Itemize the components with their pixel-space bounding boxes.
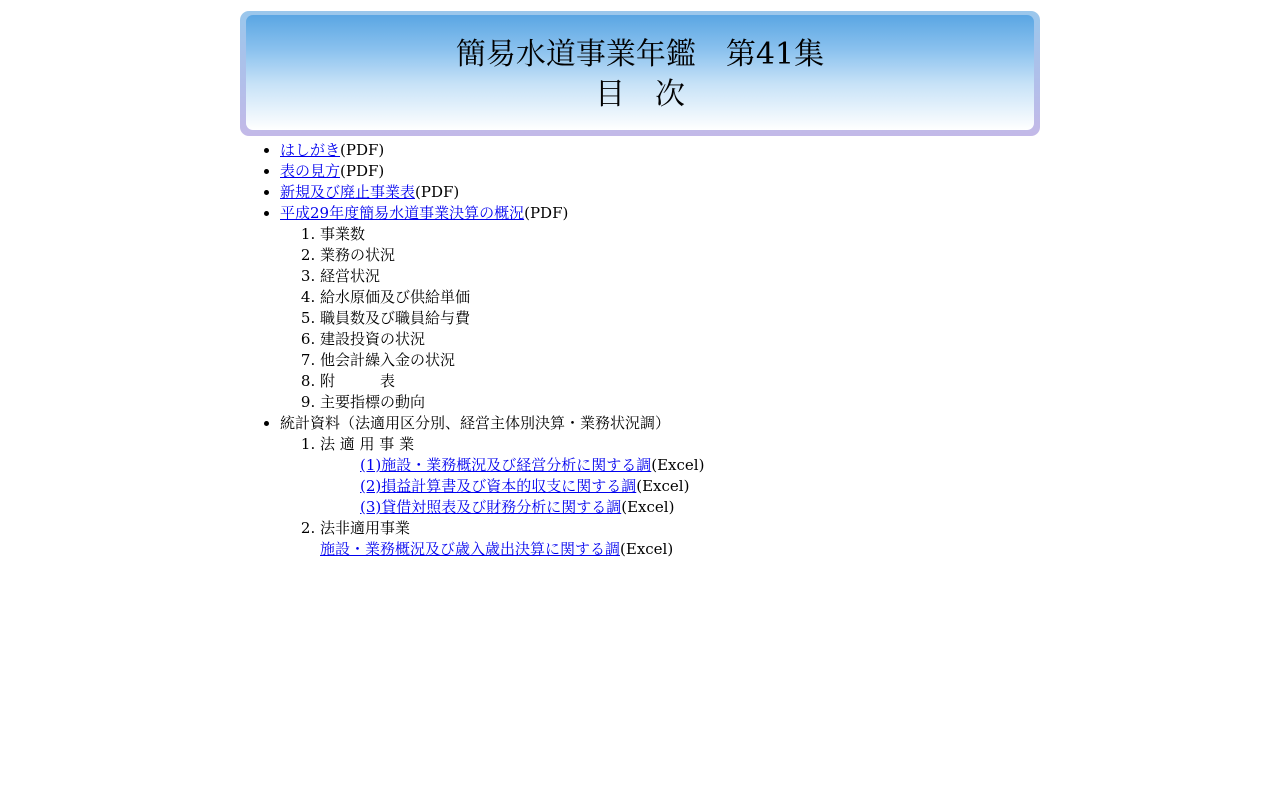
page-title: 簡易水道事業年鑑 第41集 bbox=[455, 37, 825, 72]
nonapplied-link[interactable]: 施設・業務概況及び歳入歳出決算に関する調 bbox=[320, 540, 621, 558]
list-item: 5. 職員数及び職員給与費 bbox=[320, 308, 1040, 329]
toc-item-preface bbox=[280, 140, 1040, 161]
applied-link-1[interactable]: (1)施設・業務概況及び経営分析に関する調 bbox=[360, 456, 652, 474]
applied-label: 法 適 用 事 業 bbox=[320, 435, 415, 453]
header-banner bbox=[240, 11, 1040, 136]
list-item: 6. 建設投資の状況 bbox=[320, 329, 1040, 350]
table-of-contents bbox=[240, 140, 1040, 560]
toc-item-howto bbox=[280, 161, 1040, 182]
file-type-label: (Excel) bbox=[636, 477, 690, 495]
toc-item-overview bbox=[280, 203, 1040, 413]
overview-link[interactable]: 平成29年度簡易水道事業決算の概況 bbox=[280, 204, 525, 222]
nonapplied-label: 法非適用事業 bbox=[320, 519, 411, 537]
file-type-label: (PDF) bbox=[415, 183, 460, 201]
applied-links bbox=[320, 455, 1040, 518]
page-subtitle: 目 次 bbox=[595, 77, 685, 112]
list-item: 2. 業務の状況 bbox=[320, 245, 1040, 266]
list-item: 3. 経営状況 bbox=[320, 266, 1040, 287]
list-item bbox=[360, 455, 1040, 476]
list-item bbox=[360, 476, 1040, 497]
new-abolished-link[interactable]: 新規及び廃止事業表 bbox=[280, 183, 416, 201]
nonapplied-section bbox=[320, 518, 1040, 560]
applied-link-2[interactable]: (2)損益計算書及び資本的収支に関する調 bbox=[360, 477, 637, 495]
list-item: 1. 事業数 bbox=[320, 224, 1040, 245]
list-item bbox=[320, 539, 1040, 560]
file-type-label: (Excel) bbox=[620, 540, 674, 558]
applied-link-3[interactable]: (3)貸借対照表及び財務分析に関する調 bbox=[360, 498, 622, 516]
applied-section bbox=[320, 434, 1040, 518]
file-type-label: (Excel) bbox=[651, 456, 705, 474]
toc-list bbox=[240, 140, 1040, 560]
statistics-sublist bbox=[280, 434, 1040, 560]
header-banner-inner bbox=[246, 15, 1034, 130]
preface-link[interactable]: はしがき bbox=[280, 141, 341, 159]
file-type-label: (Excel) bbox=[621, 498, 675, 516]
list-item: 8. 附 表 bbox=[320, 371, 1040, 392]
file-type-label: (PDF) bbox=[524, 204, 569, 222]
list-item: 7. 他会計繰入金の状況 bbox=[320, 350, 1040, 371]
statistics-label: 統計資料（法適用区分別、経営主体別決算・業務状況調） bbox=[280, 414, 671, 432]
file-type-label: (PDF) bbox=[340, 141, 385, 159]
list-item bbox=[360, 497, 1040, 518]
howto-link[interactable]: 表の見方 bbox=[280, 162, 341, 180]
overview-sublist bbox=[280, 224, 1040, 413]
file-type-label: (PDF) bbox=[340, 162, 385, 180]
list-item: 4. 給水原価及び供給単価 bbox=[320, 287, 1040, 308]
list-item: 9. 主要指標の動向 bbox=[320, 392, 1040, 413]
toc-item-new-abolished bbox=[280, 182, 1040, 203]
toc-item-statistics bbox=[280, 413, 1040, 560]
